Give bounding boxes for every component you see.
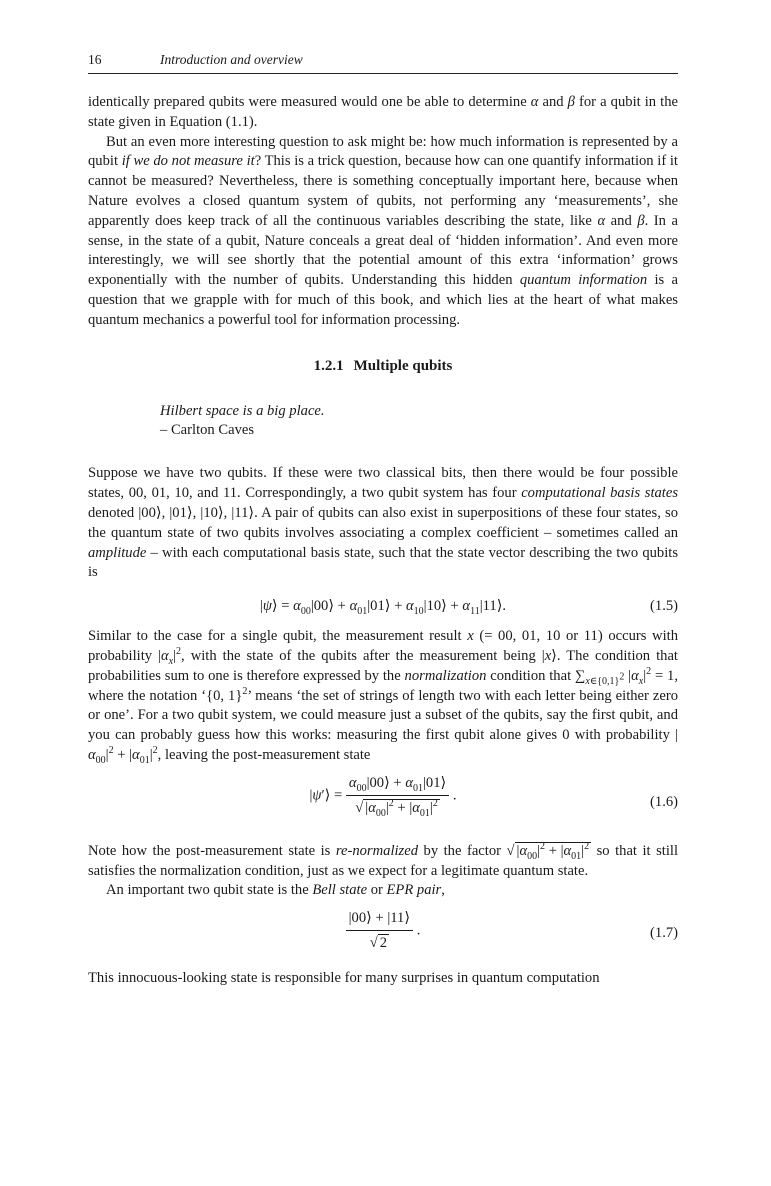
section-number: 1.2.1: [313, 357, 344, 374]
running-header: [88, 52, 678, 74]
paragraph-two-qubits: Suppose we have two qubits. If these were two classical bits, then there would be four possible states, 00, 01, 10, and 11. Correspondingly, a two qubit system has four computational basis states denoted |00⟩, |01⟩, |10⟩, |11⟩. A pair of qubits can also exist in superpositions of these four states, so the quantum state of two qubits involves associating a complex coefficient – sometimes called an amplitude – with each computational basis state, such that the state vector describing the two qubits is: [88, 465, 679, 581]
epigraph-author: – Carlton Caves: [160, 422, 255, 439]
page-body: [88, 93, 678, 989]
page-number: 16: [88, 52, 102, 67]
equation-number: (1.6): [650, 793, 678, 810]
epigraph-quote: Hilbert space is a big place.: [160, 403, 325, 420]
paragraph-measurement: Similar to the case for a single qubit, the measurement result x (= 00, 01, 10 or 11) occurs with probability $|\alpha_x|^2$, with the state of the qubits after the measurement being |x⟩. The condition that probabilities sum to one is therefore expressed by the normalization condition that $\sum_{x\in\{0,1\}^2}$ $|\alpha_x|^2 = 1$, where the notation ‘{0, 1}$^2$’ means ‘the set of strings of length two with each letter being either zero or one’. For a two qubit system, we could measure just a subset of the qubits, say the first qubit, and you can probably guess how this works: measuring the first qubit alone gives 0 with probability $|\alpha_{00}|^2 + |\alpha_{01}|^2$, leaving the post-measurement state: [88, 628, 679, 766]
equation-number: (1.7): [650, 925, 678, 942]
running-title: Introduction and overview: [160, 52, 303, 67]
section-title: Multiple qubits: [353, 357, 453, 374]
paragraph-continued: identically prepared qubits were measured would one be able to determine α and β for a qubit in the state given in Equation (1.1).: [88, 94, 679, 130]
epigraph: [160, 402, 678, 440]
paragraph-renormalized: Note how the post-measurement state is re-normalized by the factor √ $|\alpha_{00}|^2 + |\alpha_{01}|^2$ so that it still satisfies the normalization condition, just as we expect for a legitimate quantum state.: [88, 840, 679, 879]
equation-1-7: $\frac{|00⟩ + |11⟩}{√ 2}$ . (1.7): [88, 909, 678, 959]
section-heading: [88, 357, 678, 377]
equation-1-6: |ψ′⟩ = $\frac{\alpha_{00}|00⟩ + \alpha_{01}|01⟩}{√ |\alpha_{00}|^2 + |\alpha_{01}|^2}$ . (1.6): [309, 774, 678, 819]
paragraph-innocuous: This innocuous-looking state is responsible for many surprises in quantum computation: [88, 970, 600, 987]
equation-1-5: |ψ⟩ = $\alpha_{00}|00⟩$ + $\alpha_{01}|01⟩$ + $\alpha_{10}|10⟩$ + $\alpha_{11}|11⟩$. (1.5): [88, 595, 678, 617]
paragraph-hidden-information: But an even more interesting question to ask might be: how much information is represented by a qubit if we do not measure it? This is a trick question, because how can one quantify information if it cannot be measured? Nevertheless, there is something conceptually important here, because when Nature evolves a closed quantum system of qubits, not performing any ‘measurements’, she apparently does keep track of all the continuous variables describing the state, like α and β. In a sense, in the state of a qubit, Nature conceals a great deal of ‘hidden information’. And even more interestingly, we will see shortly that the potential amount of this extra ‘information’ grows exponentially with the number of qubits. Understanding this hidden quantum information is a question that we grapple with for much of this book, and which lies at the heart of what makes quantum mechanics a powerful tool for information processing.: [88, 133, 678, 328]
equation-number: (1.5): [650, 598, 678, 615]
paragraph-bell-state: An important two qubit state is the Bell state or EPR pair,: [106, 882, 445, 899]
book-page: [88, 52, 678, 989]
